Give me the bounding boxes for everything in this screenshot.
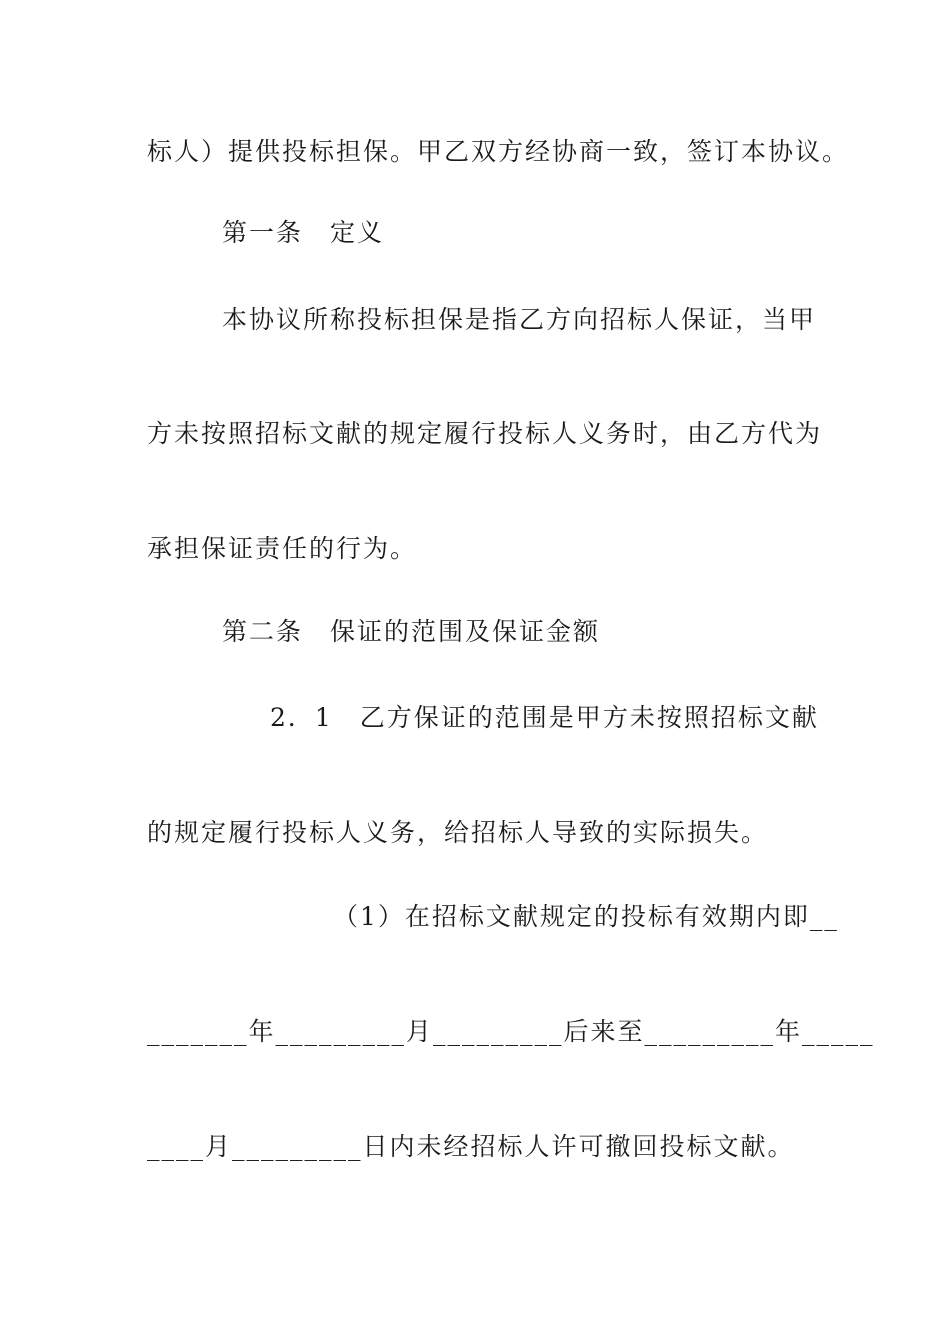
item-1-line-3: ____月_________日内未经招标人许可撤回投标文献。 — [147, 1132, 795, 1161]
item-1-line-1: （1）在招标文献规定的投标有效期内即__ — [333, 902, 839, 931]
article-2-heading: 第二条 保证的范围及保证金额 — [222, 617, 601, 646]
article-1-text-line-3: 承担保证责任的行为。 — [147, 534, 418, 563]
clause-2-1-line-1: 2．1 乙方保证的范围是甲方未按照招标文献 — [270, 703, 819, 732]
paragraph-intro-ending: 标人）提供投标担保。甲乙双方经协商一致，签订本协议。 — [147, 137, 850, 166]
article-1-heading: 第一条 定义 — [222, 218, 385, 247]
article-1-text-line-1: 本协议所称投标担保是指乙方向招标人保证，当甲 — [222, 305, 817, 334]
article-1-text-line-2: 方未按照招标文献的规定履行投标人义务时，由乙方代为 — [147, 419, 823, 448]
clause-2-1-line-2: 的规定履行投标人义务，给招标人导致的实际损失。 — [147, 818, 769, 847]
item-1-line-2: _______年_________月_________后来至_________年_____ — [147, 1017, 875, 1046]
